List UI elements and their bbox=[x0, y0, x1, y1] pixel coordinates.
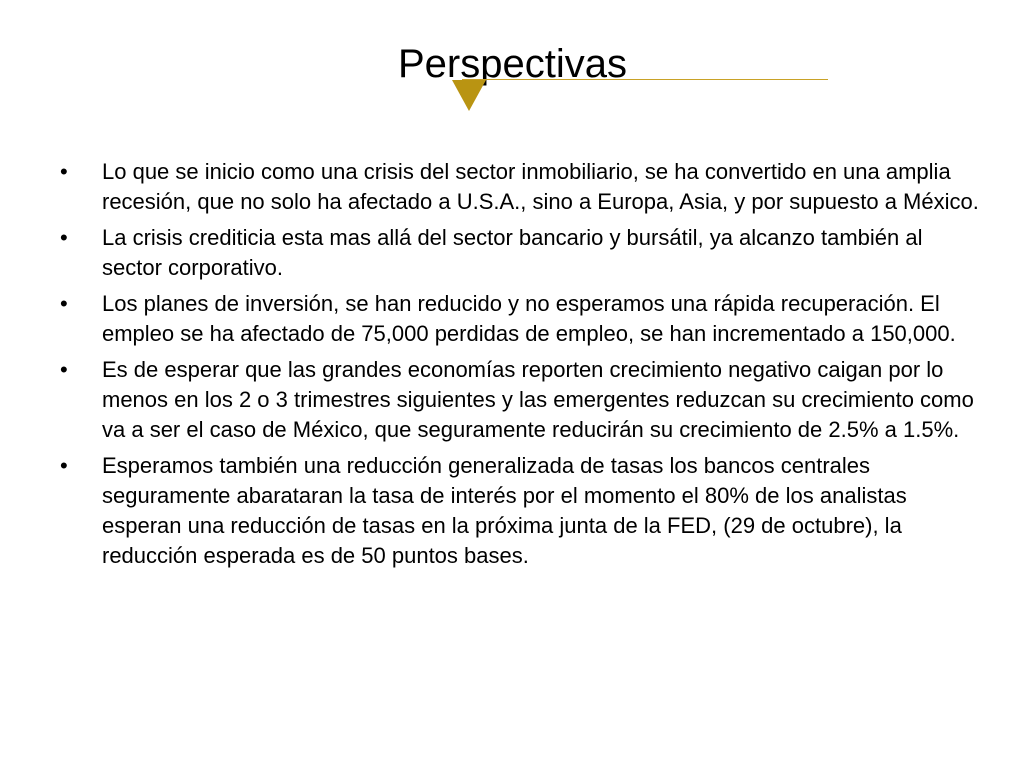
bullet-item bbox=[56, 289, 986, 349]
bullet-dot-icon: • bbox=[60, 225, 68, 250]
bullet-text: Esperamos también una reducción generalizada de tasas los bancos centrales seguramente abarataran la tasa de interés por el momento el 80% de los analistas esperan una reducción de tasas en la próxima junta de la FED, (29 de octubre), la reducción esperada es de 50 puntos bases. bbox=[102, 453, 907, 568]
bullet-dot-icon: • bbox=[60, 159, 68, 184]
bullet-item bbox=[56, 451, 986, 571]
triangle-marker-icon bbox=[452, 80, 486, 111]
bullet-text: Es de esperar que las grandes economías reporten crecimiento negativo caigan por lo menos en los 2 o 3 trimestres siguientes y las emergentes reduzcan su crecimiento como va a ser el caso de México, que seguramente reducirán su crecimiento de 2.5% a 1.5%. bbox=[102, 357, 974, 442]
bullet-dot-icon: • bbox=[60, 357, 68, 382]
bullet-list bbox=[56, 157, 986, 577]
bullet-dot-icon: • bbox=[60, 291, 68, 316]
slide-title: Perspectivas bbox=[398, 42, 627, 86]
bullet-text: Lo que se inicio como una crisis del sector inmobiliario, se ha convertido en una amplia recesión, que no solo ha afectado a U.S.A., sino a Europa, Asia, y por supuesto a México. bbox=[102, 159, 979, 214]
title-underline bbox=[462, 79, 828, 80]
bullet-item bbox=[56, 157, 986, 217]
bullet-dot-icon: • bbox=[60, 453, 68, 478]
bullet-text: Los planes de inversión, se han reducido y no esperamos una rápida recuperación. El empleo se ha afectado de 75,000 perdidas de empleo, se han incrementado a 150,000. bbox=[102, 291, 956, 346]
bullet-item bbox=[56, 355, 986, 445]
bullet-text: La crisis crediticia esta mas allá del sector bancario y bursátil, ya alcanzo también al sector corporativo. bbox=[102, 225, 923, 280]
bullet-item bbox=[56, 223, 986, 283]
